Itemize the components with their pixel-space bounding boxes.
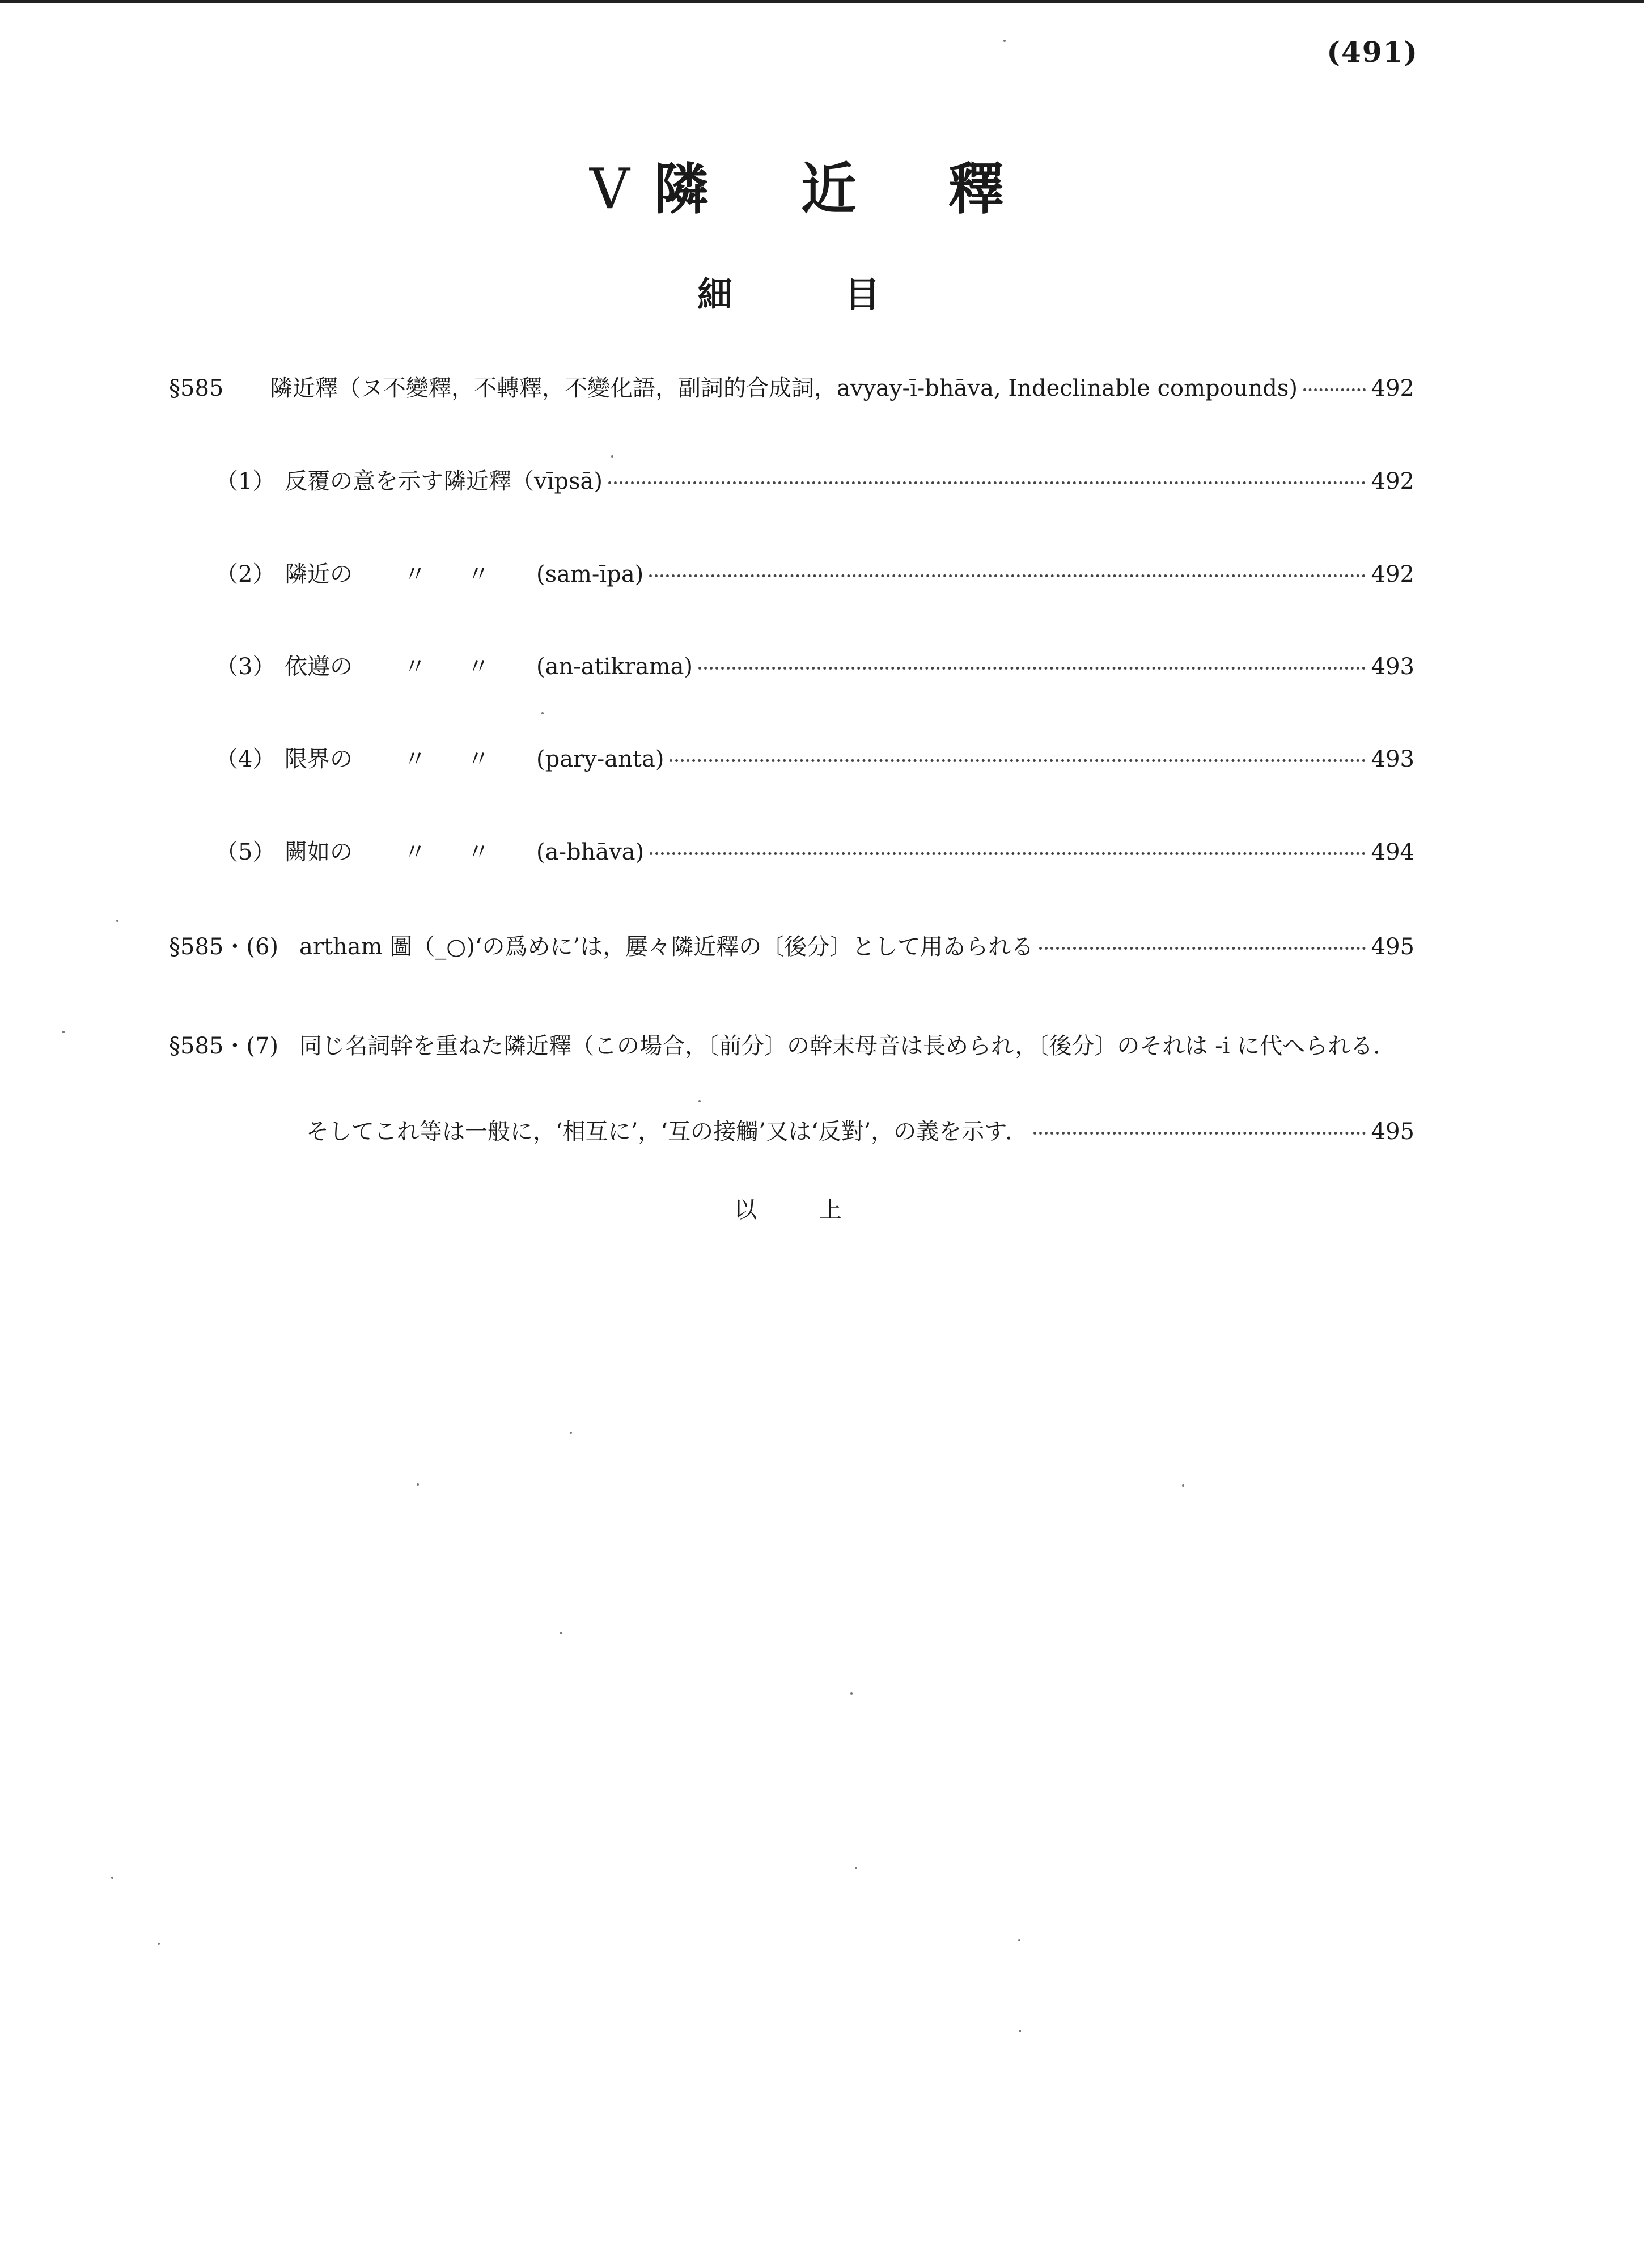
toc-entry-text: 隣近釋（ヌ不變釋，不轉釋，不變化語，副詞的合成詞，avyay-ī-bhāva, Indeclinable compounds) (270, 375, 1298, 401)
toc-subentry-2 (215, 563, 1414, 586)
scan-speck (1019, 2030, 1021, 2032)
ditto-mark: 〃 (404, 561, 426, 587)
toc-page-number: 495 (1371, 934, 1414, 960)
scan-speck (417, 1483, 419, 1486)
dot-leader (1303, 388, 1366, 391)
section-heading-char: 目 (845, 274, 880, 315)
dot-leader (1039, 947, 1365, 950)
toc-page-number: 492 (1371, 468, 1414, 494)
subentry-term: 依遵の (285, 654, 353, 680)
chapter-title-char: 近 (800, 156, 858, 222)
section-marker: §585・(7) (169, 1033, 279, 1059)
section-marker: §585・(6) (169, 934, 279, 960)
toc-page-number: 494 (1371, 839, 1414, 865)
toc-entry-585-6 (169, 936, 1414, 958)
scan-speck (560, 1632, 562, 1634)
ditto-mark: 〃 (467, 746, 490, 772)
closing-mark (734, 1192, 904, 1224)
subentry-marker: （5） (215, 839, 276, 865)
ditto-mark: 〃 (404, 839, 426, 865)
scan-speck (855, 1867, 857, 1869)
toc-entry-585 (169, 377, 1414, 400)
ditto-mark: 〃 (467, 561, 490, 587)
scan-speck (850, 1692, 853, 1695)
toc-entry-text: 同じ名詞幹を重ねた隣近釋（この場合，〔前分〕の幹末母音は長められ，〔後分〕のそれは -i に代へられる． (299, 1033, 1396, 1059)
toc-page-number: 492 (1371, 561, 1414, 587)
toc-entry-585-7-line1 (169, 1028, 1396, 1060)
closing-char: 以 (734, 1197, 757, 1223)
subentry-marker: （4） (215, 746, 276, 772)
dot-leader (608, 481, 1366, 484)
section-marker: §585 (169, 375, 224, 401)
toc-entry-585-7-line2 (306, 1120, 1414, 1143)
sanskrit-term: (a-bhāva) (536, 839, 645, 865)
top-rule (0, 0, 1644, 3)
toc-subentry-4 (215, 748, 1414, 771)
ditto-mark: 〃 (467, 654, 490, 680)
chapter-title (590, 145, 1096, 225)
scan-speck (116, 920, 118, 922)
toc-page-number: 493 (1371, 746, 1414, 772)
subentry-marker: （1） (215, 468, 276, 494)
scan-speck (1018, 1939, 1020, 1941)
scan-speck (698, 1100, 701, 1102)
scan-speck (541, 712, 544, 714)
scan-speck (611, 455, 613, 458)
toc-subentry-1 (215, 470, 1414, 493)
toc-entry-text: 反覆の意を示す隣近釋（vīpsā) (285, 468, 603, 494)
scan-speck (570, 1432, 572, 1434)
page-number: (491) (1327, 35, 1418, 69)
chapter-numeral: V (590, 157, 631, 222)
toc-subentry-3 (215, 655, 1414, 678)
dot-leader (698, 667, 1366, 670)
scan-speck (1003, 40, 1006, 42)
toc-page-number: 495 (1371, 1119, 1414, 1145)
subentry-term: 隣近の (285, 561, 353, 587)
toc-subentry-5 (215, 841, 1414, 864)
subentry-term: 闕如の (285, 839, 353, 865)
dot-leader (670, 759, 1365, 762)
closing-char: 上 (819, 1197, 842, 1223)
scan-speck (1182, 1484, 1184, 1487)
chapter-title-char: 釋 (948, 156, 1005, 222)
sanskrit-term: (an-atikrama) (536, 654, 693, 680)
toc-entry-text: artham 圖（_○)‘の爲めに’は，屢々隣近釋の〔後分〕として用ゐられる (299, 934, 1034, 960)
scan-speck (62, 1031, 65, 1033)
ditto-mark: 〃 (404, 654, 426, 680)
subentry-marker: （2） (215, 561, 276, 587)
sanskrit-term: (pary-anta) (536, 746, 664, 772)
scan-speck (158, 1943, 160, 1945)
toc-page-number: 493 (1371, 654, 1414, 680)
scan-speck (111, 1877, 113, 1879)
toc-entry-text: そしてこれ等は一般に，‘相互に’，‘互の接觸’又は‘反對’，の義を示す． (306, 1119, 1028, 1145)
subentry-term: 限界の (285, 746, 353, 772)
dot-leader (649, 574, 1365, 577)
toc-page-number: 492 (1371, 375, 1414, 401)
section-heading (697, 266, 992, 317)
ditto-mark: 〃 (467, 839, 490, 865)
dot-leader (650, 852, 1365, 855)
chapter-title-char: 隣 (653, 156, 710, 222)
sanskrit-term: (sam-īpa) (536, 561, 644, 587)
subentry-marker: （3） (215, 654, 276, 680)
ditto-mark: 〃 (404, 746, 426, 772)
section-heading-char: 細 (697, 274, 733, 315)
dot-leader (1033, 1132, 1366, 1135)
